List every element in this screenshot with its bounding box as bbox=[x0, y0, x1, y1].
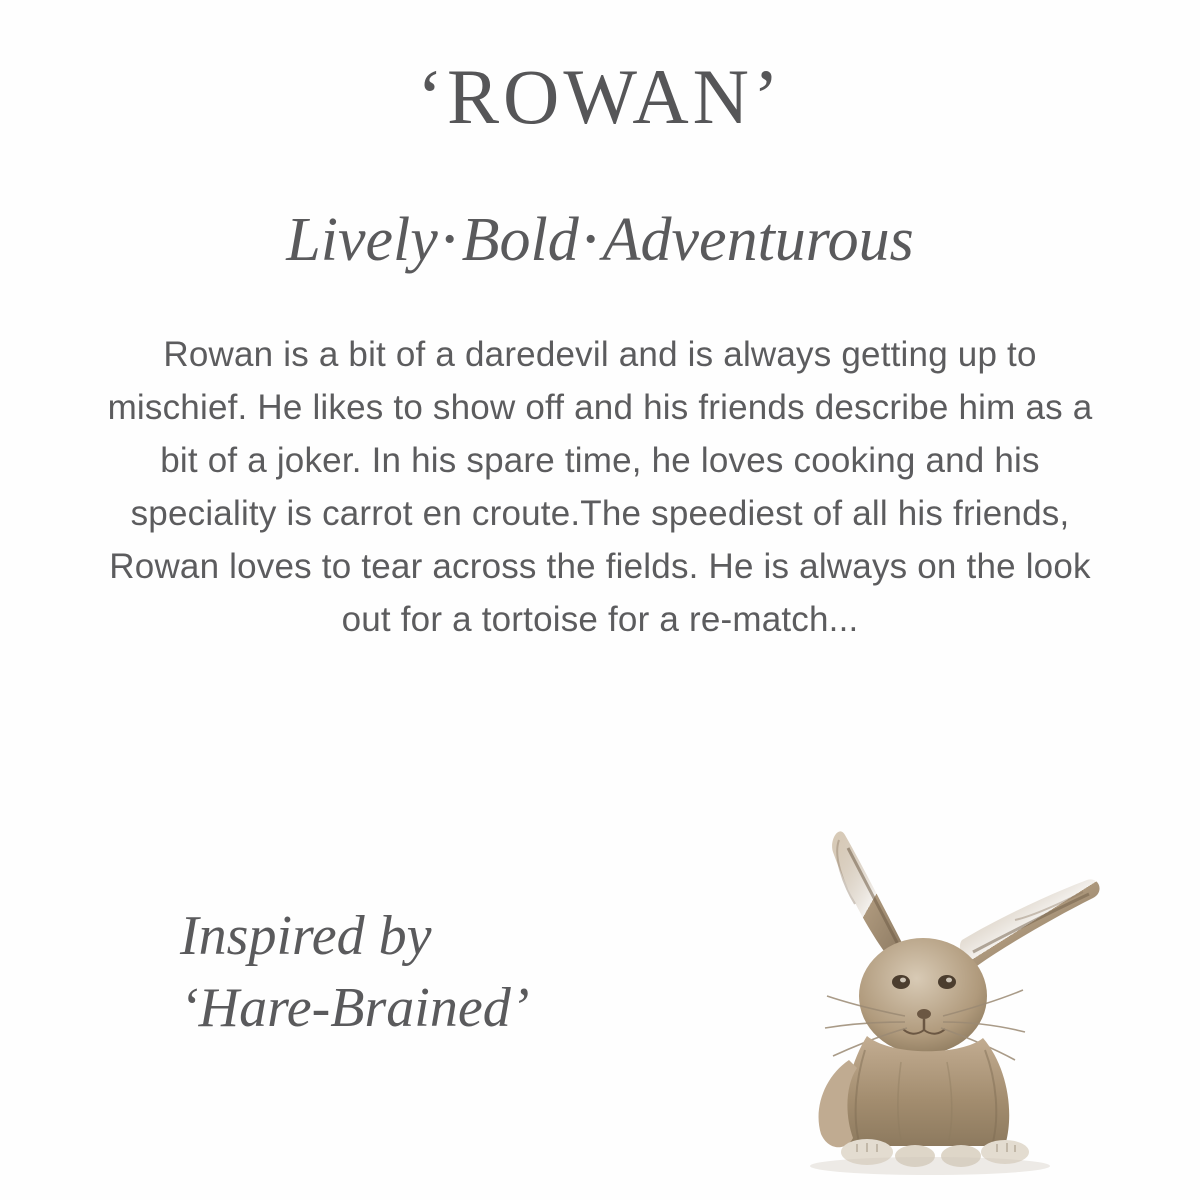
hare-body bbox=[817, 1036, 1010, 1147]
trait-separator-icon: • bbox=[584, 220, 597, 258]
inspired-by-label: Inspired by bbox=[180, 905, 432, 967]
trait-item-1: Bold bbox=[461, 206, 579, 274]
page-title: ‘ROWAN’ bbox=[417, 53, 783, 140]
trait-list bbox=[0, 205, 1200, 276]
character-description: Rowan is a bit of a daredevil and is always getting up to mischief. He likes to show off and his friends describe him as a bit of a joker. In his spare time, he loves cooking and his speciality is carrot en croute.The speediest of all his friends, Rowan loves to tear across the fields. He is always on the look out for a tortoise for a re-match... bbox=[107, 335, 1093, 639]
trait-item-2: Adventurous bbox=[602, 206, 914, 274]
hare-right-ear bbox=[960, 879, 1100, 967]
inspired-by-artwork-title: ‘Hare-Brained’ bbox=[180, 977, 530, 1039]
hare-head bbox=[825, 938, 1025, 1060]
trait-separator-icon: • bbox=[443, 220, 456, 258]
trait-item-0: Lively bbox=[286, 206, 438, 274]
inspired-by-block bbox=[180, 900, 529, 1044]
hare-illustration bbox=[715, 800, 1145, 1180]
